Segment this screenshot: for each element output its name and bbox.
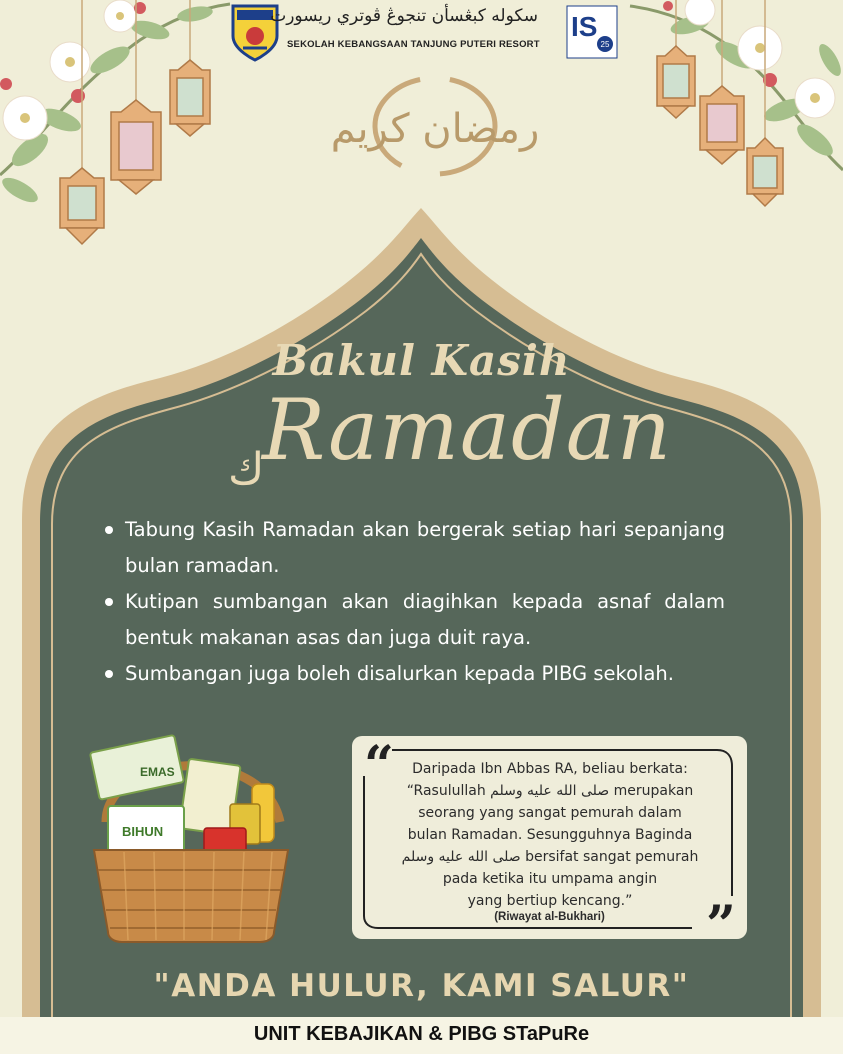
footer-text: UNIT KEBAJIKAN & PIBG STaPuRe <box>253 1023 590 1045</box>
title-line-1: Bakul Kasih <box>272 336 571 385</box>
info-bullet-list <box>103 512 725 692</box>
title-line-2: Ramadan <box>262 381 672 479</box>
close-quote-icon: ” <box>706 895 736 956</box>
food-basket-image <box>84 732 298 944</box>
hadith-line: صلى الله عليه وسلم bersifat sangat pemurah <box>401 849 699 865</box>
tagline: "ANDA HULUR, KAMI SALUR" <box>153 968 690 1004</box>
bullet-item: Sumbangan juga boleh disalurkan kepada PIBG sekolah. <box>103 656 725 692</box>
hadith-line: Daripada Ibn Abbas RA, beliau berkata: <box>412 761 688 777</box>
school-name-jawi: سکوله کبڠسأن تنجوڠ ڤوتري ريسورت <box>270 6 538 26</box>
svg-text:IS: IS <box>571 11 598 42</box>
hadith-line: pada ketika itu umpama angin <box>442 871 658 887</box>
school-name: SEKOLAH KEBANGSAAN TANJUNG PUTERI RESORT <box>287 39 540 50</box>
hadith-text <box>370 758 730 912</box>
anniversary-number: 25 <box>600 40 610 49</box>
bullet-item: Tabung Kasih Ramadan akan bergerak setiap hari sepanjang bulan ramadan. <box>103 512 725 584</box>
pack-label: BIHUN <box>122 824 164 839</box>
pack-label: EMAS <box>140 765 175 779</box>
open-quote-icon: “ <box>364 735 394 796</box>
hadith-line: bulan Ramadan. Sesungguhnya Baginda <box>407 827 693 843</box>
hadith-source: (Riwayat al-Bukhari) <box>494 911 605 923</box>
hadith-quote-card <box>352 735 747 956</box>
hadith-line: “Rasulullah صلى الله عليه وسلم merupakan <box>406 783 694 799</box>
title-ornament: ك <box>228 444 265 495</box>
hadith-line: seorang yang sangat pemurah dalam <box>418 805 682 821</box>
footer-bar <box>0 1017 843 1054</box>
bullet-item: Kutipan sumbangan akan diagihkan kepada asnaf dalam bentuk makanan asas dan juga duit raya. <box>103 584 725 656</box>
hadith-line: yang bertiup kencang.” <box>467 893 633 909</box>
calligraphy-text: رمضان كريم <box>330 106 540 152</box>
